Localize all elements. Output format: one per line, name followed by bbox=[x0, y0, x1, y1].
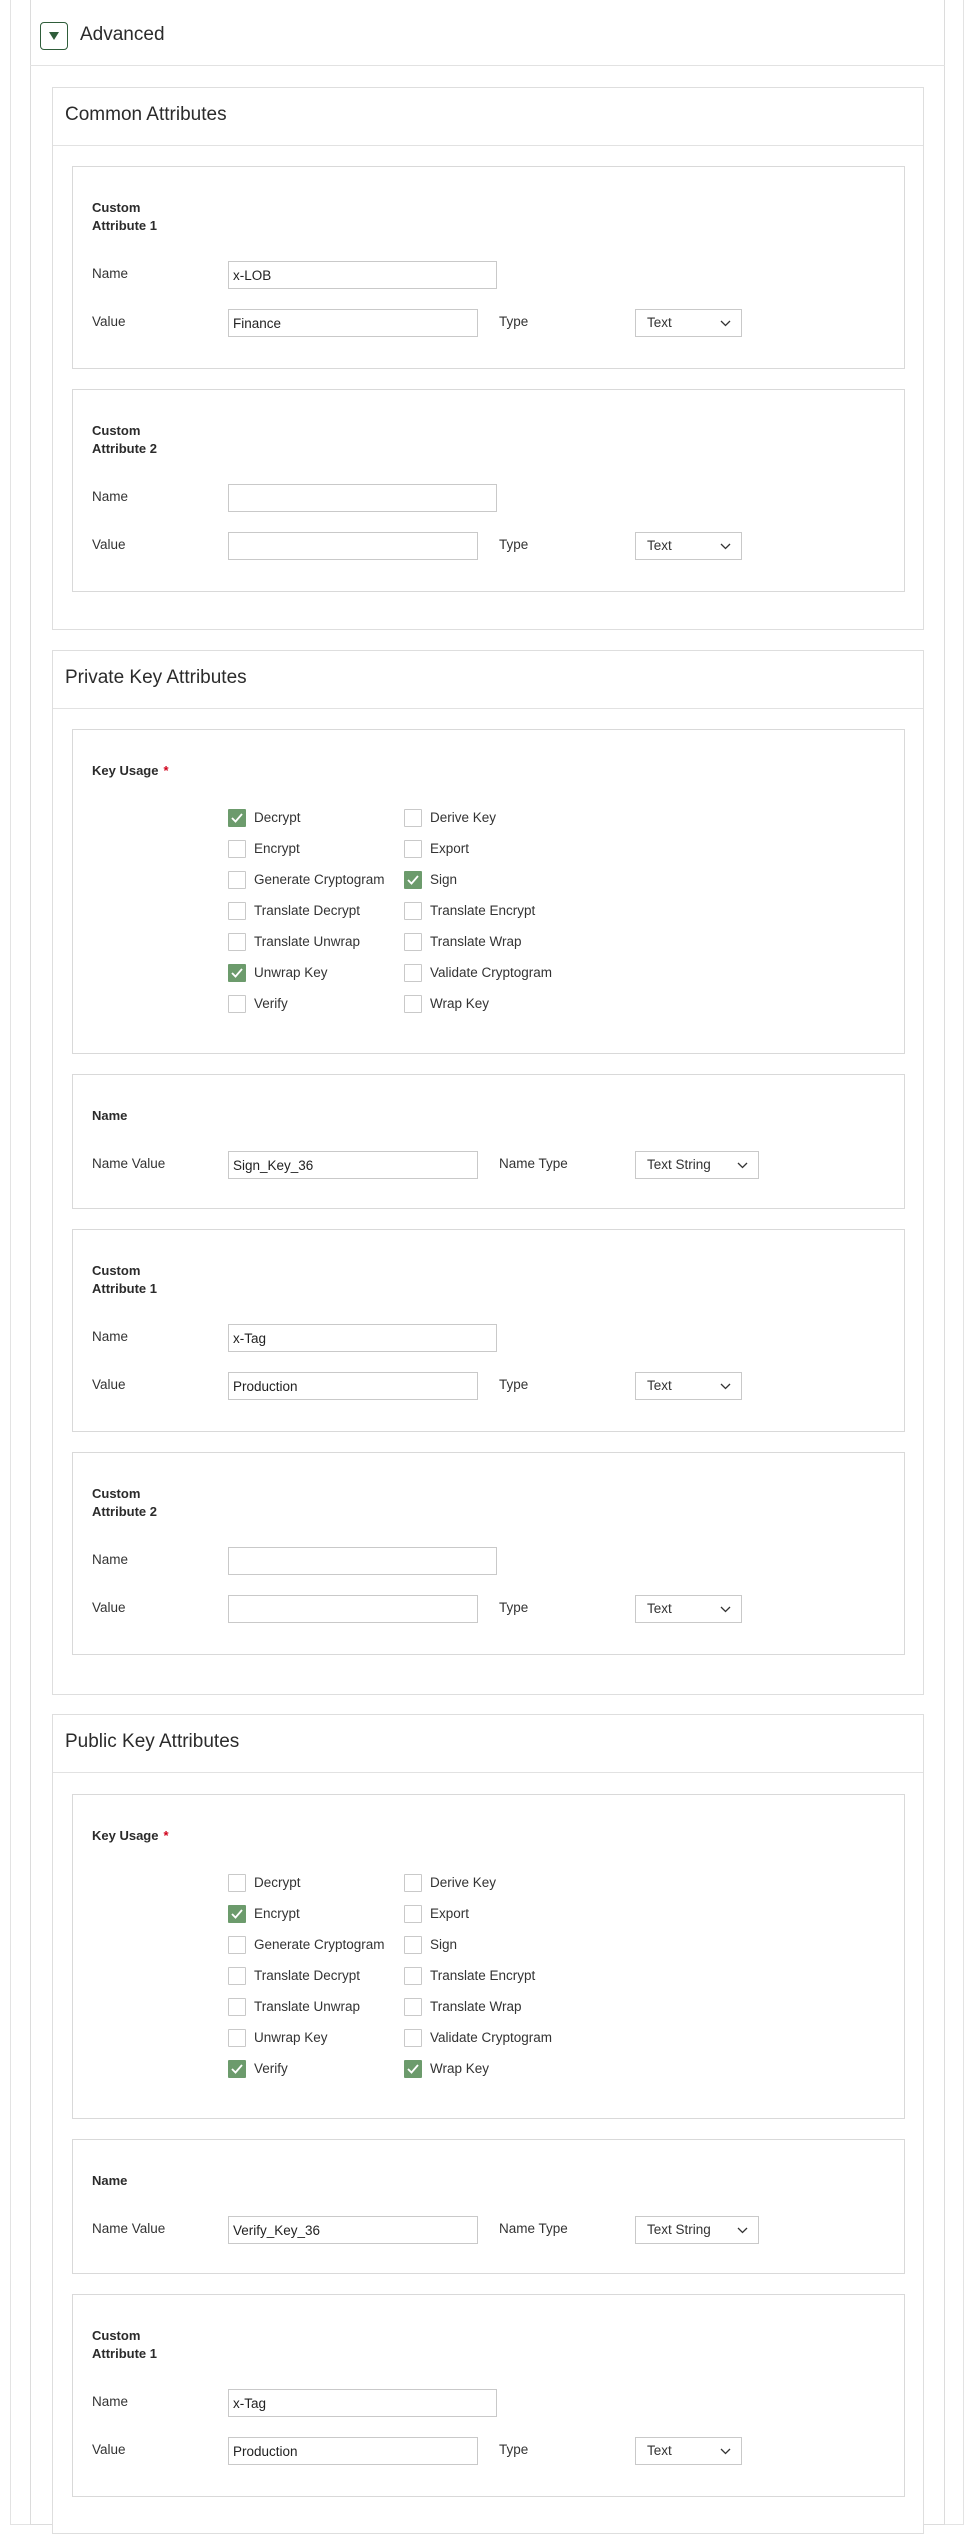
triangle-down-icon bbox=[48, 31, 60, 41]
checkbox-box[interactable] bbox=[228, 1967, 246, 1985]
key-usage-checkbox[interactable] bbox=[404, 1873, 584, 1893]
type-label: Type bbox=[499, 1600, 529, 1615]
check-icon bbox=[231, 968, 243, 978]
private-key-attributes-section bbox=[52, 650, 924, 1695]
chevron-down-icon bbox=[720, 2448, 731, 2455]
name-label: Name bbox=[92, 1552, 129, 1567]
name-value-label: Name Value bbox=[92, 2221, 166, 2236]
chevron-down-icon bbox=[720, 320, 731, 327]
checkbox-box[interactable] bbox=[228, 902, 246, 920]
checkbox-label: Unwrap Key bbox=[254, 2030, 328, 2045]
key-usage-checkbox[interactable] bbox=[404, 870, 584, 890]
checkbox-label: Export bbox=[430, 1906, 470, 1921]
checkbox-label: Verify bbox=[254, 2061, 288, 2076]
card-title: Custom Attribute 1 bbox=[92, 2328, 157, 2361]
checkbox-box[interactable] bbox=[228, 809, 246, 827]
check-icon bbox=[407, 2064, 419, 2074]
value-label: Value bbox=[92, 1377, 126, 1392]
card-title: Custom Attribute 2 bbox=[92, 1486, 157, 1519]
key-usage-label: Key Usage bbox=[92, 763, 159, 778]
checkbox-label: Validate Cryptogram bbox=[430, 965, 553, 980]
value-input[interactable] bbox=[228, 1595, 478, 1623]
advanced-header bbox=[30, 0, 945, 66]
type-select-value: Text bbox=[647, 2443, 672, 2458]
custom-attribute-1-card bbox=[72, 1229, 905, 1432]
checkbox-box[interactable] bbox=[404, 1998, 422, 2016]
card-title: Name bbox=[92, 1108, 128, 1123]
key-usage-checkbox[interactable] bbox=[404, 901, 584, 921]
public-key-attributes-section bbox=[52, 1714, 924, 2534]
chevron-down-icon bbox=[720, 543, 731, 550]
value-label: Value bbox=[92, 537, 126, 552]
name-input[interactable] bbox=[228, 2389, 497, 2417]
key-usage-checkbox[interactable] bbox=[404, 2028, 584, 2048]
card-title: Name bbox=[92, 2173, 128, 2188]
type-select-value: Text bbox=[647, 1378, 672, 1393]
name-input[interactable] bbox=[228, 484, 497, 512]
custom-attribute-2-card bbox=[72, 1452, 905, 1655]
checkbox-box[interactable] bbox=[404, 2060, 422, 2078]
name-card bbox=[72, 2139, 905, 2274]
checkbox-label: Translate Wrap bbox=[430, 934, 522, 949]
checkbox-label: Wrap Key bbox=[430, 996, 490, 1011]
key-usage-checkbox[interactable] bbox=[404, 1935, 584, 1955]
checkbox-box[interactable] bbox=[404, 871, 422, 889]
checkbox-box[interactable] bbox=[404, 1936, 422, 1954]
value-label: Value bbox=[92, 2442, 126, 2457]
card-title: Custom Attribute 1 bbox=[92, 200, 157, 233]
key-usage-checkbox[interactable] bbox=[228, 2059, 408, 2079]
key-usage-checkbox[interactable] bbox=[228, 1873, 408, 1893]
check-icon bbox=[231, 1909, 243, 1919]
chevron-down-icon bbox=[737, 1162, 748, 1169]
key-usage-title bbox=[92, 1827, 169, 1845]
checkbox-label: Translate Unwrap bbox=[254, 1999, 361, 2014]
checkbox-label: Decrypt bbox=[254, 810, 301, 825]
checkbox-box[interactable] bbox=[404, 809, 422, 827]
checkbox-box[interactable] bbox=[228, 995, 246, 1013]
checkbox-label: Validate Cryptogram bbox=[430, 2030, 553, 2045]
key-usage-checkbox[interactable] bbox=[228, 870, 408, 890]
chevron-down-icon bbox=[720, 1383, 731, 1390]
custom-attribute-1-card bbox=[72, 166, 905, 369]
name-label: Name bbox=[92, 489, 129, 504]
key-usage-title bbox=[92, 762, 169, 780]
checkbox-label: Translate Wrap bbox=[430, 1999, 522, 2014]
custom-attribute-2-card bbox=[72, 389, 905, 592]
checkbox-label: Translate Unwrap bbox=[254, 934, 361, 949]
section-header bbox=[53, 651, 923, 709]
type-label: Type bbox=[499, 1377, 529, 1392]
name-type-label: Name Type bbox=[499, 2221, 568, 2236]
checkbox-box[interactable] bbox=[404, 2029, 422, 2047]
key-usage-checkbox[interactable] bbox=[228, 994, 408, 1014]
card-title: Custom Attribute 1 bbox=[92, 1263, 157, 1296]
name-value-input[interactable] bbox=[228, 1151, 478, 1179]
checkbox-box[interactable] bbox=[404, 995, 422, 1013]
name-card bbox=[72, 1074, 905, 1209]
type-label: Type bbox=[499, 537, 529, 552]
checkbox-label: Encrypt bbox=[254, 841, 300, 856]
checkbox-label: Translate Encrypt bbox=[430, 1968, 536, 1983]
key-usage-checkbox[interactable] bbox=[228, 963, 408, 983]
key-usage-checkbox[interactable] bbox=[228, 1966, 408, 1986]
check-icon bbox=[407, 875, 419, 885]
type-select[interactable] bbox=[635, 1372, 742, 1400]
checkbox-box[interactable] bbox=[228, 964, 246, 982]
value-input[interactable] bbox=[228, 532, 478, 560]
name-value-input[interactable] bbox=[228, 2216, 478, 2244]
checkbox-box[interactable] bbox=[228, 2029, 246, 2047]
value-label: Value bbox=[92, 1600, 126, 1615]
key-usage-checkbox[interactable] bbox=[228, 1904, 408, 1924]
checkbox-label: Derive Key bbox=[430, 1875, 497, 1890]
type-label: Type bbox=[499, 2442, 529, 2457]
checkbox-label: Encrypt bbox=[254, 1906, 300, 1921]
checkbox-box[interactable] bbox=[404, 933, 422, 951]
checkbox-label: Translate Decrypt bbox=[254, 903, 361, 918]
name-type-select[interactable] bbox=[635, 1151, 759, 1179]
checkbox-label: Generate Cryptogram bbox=[254, 1937, 385, 1952]
checkbox-box[interactable] bbox=[228, 840, 246, 858]
checkbox-box[interactable] bbox=[228, 1936, 246, 1954]
name-type-select[interactable] bbox=[635, 2216, 759, 2244]
name-type-label: Name Type bbox=[499, 1156, 568, 1171]
name-input[interactable] bbox=[228, 1547, 497, 1575]
checkbox-label: Verify bbox=[254, 996, 288, 1011]
chevron-down-icon bbox=[737, 2227, 748, 2234]
section-title: Public Key Attributes bbox=[65, 1731, 240, 1752]
key-usage-checkbox[interactable] bbox=[228, 808, 408, 828]
key-usage-checkbox[interactable] bbox=[228, 1935, 408, 1955]
advanced-toggle-button[interactable] bbox=[40, 22, 68, 50]
key-usage-checkbox[interactable] bbox=[404, 839, 584, 859]
checkbox-label: Sign bbox=[430, 1937, 458, 1952]
chevron-down-icon bbox=[720, 1606, 731, 1613]
check-icon bbox=[231, 2064, 243, 2074]
required-marker: * bbox=[163, 1828, 169, 1843]
type-select-value: Text bbox=[647, 1601, 672, 1616]
key-usage-checkbox[interactable] bbox=[228, 1997, 408, 2017]
common-attributes-section bbox=[52, 87, 924, 630]
check-icon bbox=[231, 813, 243, 823]
checkbox-label: Unwrap Key bbox=[254, 965, 328, 980]
checkbox-box[interactable] bbox=[228, 1998, 246, 2016]
checkbox-label: Derive Key bbox=[430, 810, 497, 825]
checkbox-label: Decrypt bbox=[254, 1875, 301, 1890]
value-input[interactable] bbox=[228, 1372, 478, 1400]
key-usage-checkbox[interactable] bbox=[228, 932, 408, 952]
name-label: Name bbox=[92, 266, 129, 281]
type-select-value: Text bbox=[647, 315, 672, 330]
section-title: Private Key Attributes bbox=[65, 667, 247, 688]
name-type-select-value: Text String bbox=[647, 1157, 711, 1172]
card-title: Custom Attribute 2 bbox=[92, 423, 157, 456]
section-header bbox=[53, 1715, 923, 1773]
key-usage-checkbox[interactable] bbox=[404, 1966, 584, 1986]
type-select-value: Text bbox=[647, 538, 672, 553]
checkbox-label: Translate Encrypt bbox=[430, 903, 536, 918]
checkbox-box[interactable] bbox=[404, 902, 422, 920]
checkbox-box[interactable] bbox=[228, 1874, 246, 1892]
checkbox-label: Translate Decrypt bbox=[254, 1968, 361, 1983]
key-usage-checkbox[interactable] bbox=[228, 901, 408, 921]
checkbox-box[interactable] bbox=[228, 1905, 246, 1923]
value-input[interactable] bbox=[228, 309, 478, 337]
key-usage-checkbox[interactable] bbox=[228, 839, 408, 859]
checkbox-label: Wrap Key bbox=[430, 2061, 490, 2076]
section-header bbox=[53, 88, 923, 146]
name-type-select-value: Text String bbox=[647, 2222, 711, 2237]
checkbox-label: Sign bbox=[430, 872, 458, 887]
type-label: Type bbox=[499, 314, 529, 329]
checkbox-box[interactable] bbox=[228, 2060, 246, 2078]
key-usage-checkbox[interactable] bbox=[404, 932, 584, 952]
checkbox-box[interactable] bbox=[404, 1905, 422, 1923]
checkbox-box[interactable] bbox=[228, 871, 246, 889]
required-marker: * bbox=[163, 763, 169, 778]
key-usage-checkbox[interactable] bbox=[404, 1997, 584, 2017]
value-label: Value bbox=[92, 314, 126, 329]
key-usage-card bbox=[72, 729, 905, 1054]
key-usage-card bbox=[72, 1794, 905, 2119]
key-usage-checkbox[interactable] bbox=[404, 994, 584, 1014]
type-select[interactable] bbox=[635, 2437, 742, 2465]
advanced-title: Advanced bbox=[80, 24, 165, 45]
checkbox-box[interactable] bbox=[404, 964, 422, 982]
custom-attribute-1-card bbox=[72, 2294, 905, 2497]
checkbox-label: Generate Cryptogram bbox=[254, 872, 385, 887]
section-title: Common Attributes bbox=[65, 104, 227, 125]
name-value-label: Name Value bbox=[92, 1156, 166, 1171]
name-label: Name bbox=[92, 1329, 129, 1344]
checkbox-box[interactable] bbox=[404, 1967, 422, 1985]
key-usage-checkbox[interactable] bbox=[404, 1904, 584, 1924]
key-usage-checkbox[interactable] bbox=[404, 963, 584, 983]
checkbox-box[interactable] bbox=[404, 1874, 422, 1892]
type-select[interactable] bbox=[635, 309, 742, 337]
key-usage-checkbox[interactable] bbox=[228, 2028, 408, 2048]
checkbox-box[interactable] bbox=[404, 840, 422, 858]
name-input[interactable] bbox=[228, 1324, 497, 1352]
name-label: Name bbox=[92, 2394, 129, 2409]
type-select[interactable] bbox=[635, 532, 742, 560]
value-input[interactable] bbox=[228, 2437, 478, 2465]
key-usage-label: Key Usage bbox=[92, 1828, 159, 1843]
checkbox-label: Export bbox=[430, 841, 470, 856]
name-input[interactable] bbox=[228, 261, 497, 289]
key-usage-checkbox[interactable] bbox=[404, 808, 584, 828]
key-usage-checkbox[interactable] bbox=[404, 2059, 584, 2079]
checkbox-box[interactable] bbox=[228, 933, 246, 951]
type-select[interactable] bbox=[635, 1595, 742, 1623]
